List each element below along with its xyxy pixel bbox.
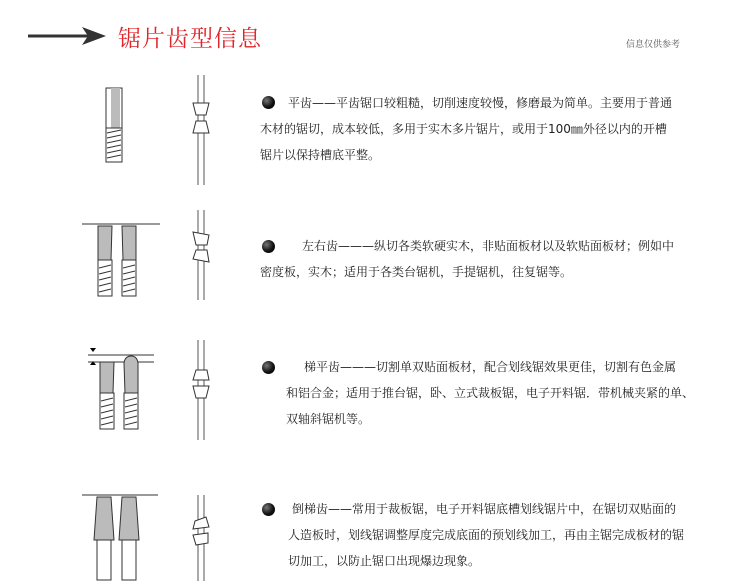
desc-line: 人造板时，划线锯调整厚度完成底面的预划线加工，再由主锯完成板材的锯 xyxy=(288,528,685,542)
disclaimer-note: 信息仅供参考 xyxy=(626,40,681,50)
bullet-icon xyxy=(262,503,275,516)
flat-tooth-front-diagram xyxy=(100,88,130,168)
desc-line: 切加工，以防止锯口出现爆边现象。 xyxy=(288,554,481,568)
header-arrow-icon xyxy=(28,26,108,46)
inverted-trapezoid-tooth-front-diagram xyxy=(82,490,162,580)
bullet-icon xyxy=(262,96,275,109)
alternate-tooth-front-diagram xyxy=(82,222,162,302)
triple-chip-tooth-front-diagram xyxy=(82,345,162,435)
triple-chip-tooth-description xyxy=(286,354,695,432)
bullet-icon xyxy=(262,361,275,374)
desc-line: 锯片以保持槽底平整。 xyxy=(260,148,381,162)
desc-line: 和铝合金；适用于推台锯，卧、立式裁板锯，电子开料锯．带机械夹紧的单、 xyxy=(286,386,695,400)
alternate-tooth-side-diagram xyxy=(188,210,218,300)
desc-line: 左右齿———纵切各类软硬实木，非贴面板材以及软贴面板材；例如中 xyxy=(302,239,675,253)
triple-chip-tooth-side-diagram xyxy=(188,340,218,440)
desc-line: 倒梯齿——常用于裁板锯，电子开料锯底槽划线锯片中，在锯切双贴面的 xyxy=(292,502,677,516)
desc-line: 密度板，实木；适用于各类台锯机，手提锯机，往复锯等。 xyxy=(260,265,573,279)
alternate-tooth-description xyxy=(260,233,675,285)
desc-line: 双轴斜锯机等。 xyxy=(286,412,371,426)
page-title: 锯片齿型信息 xyxy=(118,26,262,52)
inverted-trapezoid-tooth-side-diagram xyxy=(188,495,218,581)
desc-line: 平齿——平齿锯口较粗糙，切削速度较慢，修磨最为简单。主要用于普通 xyxy=(288,96,673,110)
bullet-icon xyxy=(262,240,275,253)
inverted-trapezoid-tooth-description xyxy=(288,496,685,574)
flat-tooth-description xyxy=(260,90,673,168)
desc-line: 梯平齿———切割单双贴面板材，配合划线锯效果更佳，切割有色金属 xyxy=(304,360,677,374)
desc-line: 木材的锯切，成本较低，多用于实木多片锯片，或用于100㎜外径以内的开槽 xyxy=(260,122,667,136)
flat-tooth-side-diagram xyxy=(188,75,218,185)
